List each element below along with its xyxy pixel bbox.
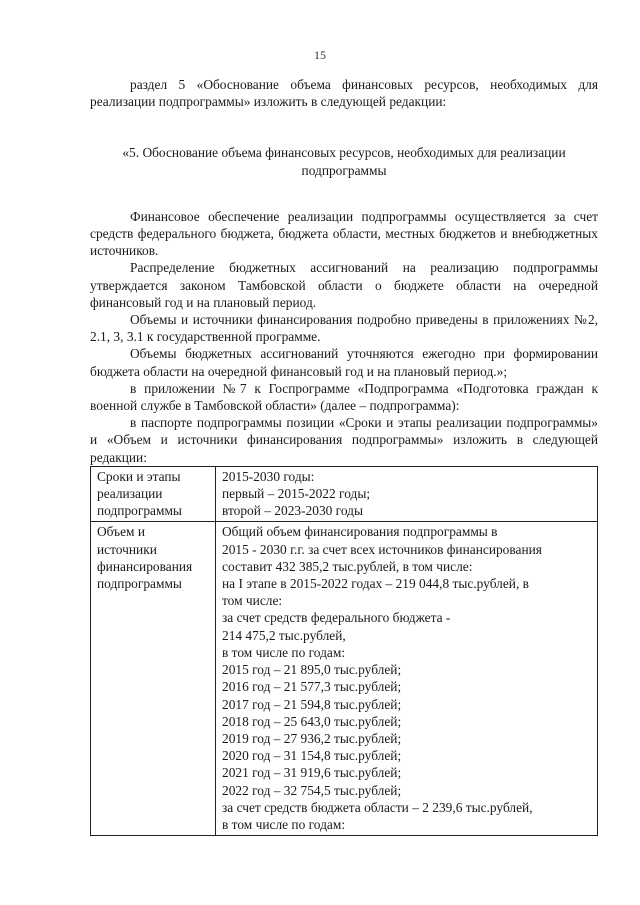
section-heading: «5. Обоснование объема финансовых ресурсов, необходимых для реализации подпрограммы [122,145,566,178]
value-line: в том числе по годам: [222,816,346,832]
value-line: за счет средств бюджета области – 2 239,6 тыс.рублей, [222,799,533,815]
value-line: первый – 2015-2022 годы; [222,486,371,502]
label-line: источники [97,541,157,557]
value-line: том числе: [222,593,283,609]
value-line: 2016 год – 21 577,3 тыс.рублей; [222,679,402,695]
value-line: 2017 год – 21 594,8 тыс.рублей; [222,696,402,712]
row-value-terms [216,466,598,522]
label-line: Сроки и этапы [97,468,181,484]
value-line: Общий объем финансирования подпрограммы в [222,524,498,540]
label-line: финансирования [97,558,193,574]
label-line: реализации [97,486,163,502]
document-body [90,76,598,836]
table-row [91,522,598,836]
value-line: 2015 год – 21 895,0 тыс.рублей; [222,662,402,678]
page-number: 15 [314,48,326,62]
value-line: 2018 год – 25 643,0 тыс.рублей; [222,713,402,729]
value-line: 2015 - 2030 г.г. за счет всех источников финансирования [222,541,542,557]
value-line: за счет средств федерального бюджета - [222,610,451,626]
paragraph-distribution: Распределение бюджетных ассигнований на реализацию подпрограммы утверждается законом Тамбовской области о бюджете области на очередной финансовый год и на плановый период. [90,260,598,310]
paragraph-financing: Финансовое обеспечение реализации подпрограммы осуществляется за счет средств федерального бюджета, бюджета области, местных бюджетов и внебюджетных источников. [90,208,598,259]
value-line: составит 432 385,2 тыс.рублей, в том числе: [222,558,473,574]
value-line: 2021 год – 31 919,6 тыс.рублей; [222,765,402,781]
table-row [91,466,598,522]
value-line: 2015-2030 годы: [222,468,315,484]
label-line: Объем и [97,524,146,540]
paragraph-sources: Объемы и источники финансирования подробно приведены в приложениях №2, 2.1, 3, 3.1 к государственной программе. [90,312,598,345]
paragraph-volumes: Объемы бюджетных ассигнований уточняются ежегодно при формировании бюджета области на очередной финансовый год и на плановый период.»; [90,346,598,379]
value-line: на I этапе в 2015-2022 годах – 219 044,8 тыс.рублей, в [222,576,529,592]
value-line: в том числе по годам: [222,644,346,660]
paragraph-appendix: в приложении №7 к Госпрограмме «Подпрограмма «Подготовка граждан к военной службе в Тамбовской области» (далее – подпрограмма): [90,380,598,414]
value-line: 2022 год – 32 754,5 тыс.рублей; [222,782,402,798]
label-line: подпрограммы [97,503,182,519]
intro-paragraph: раздел 5 «Обоснование объема финансовых ресурсов, необходимых для реализации подпрограммы» изложить в следующей редакции: [90,77,598,110]
label-line: подпрограммы [97,576,182,592]
passport-table [90,466,598,836]
value-line: второй – 2023-2030 годы [222,503,363,519]
row-label-funding [91,522,216,836]
paragraph-passport: в паспорте подпрограммы позиции «Сроки и этапы реализации подпрограммы» и «Объем и источники финансирования подпрограммы» изложить в следующей редакции: [90,415,598,465]
row-label-terms [91,466,216,522]
value-line: 2019 год – 27 936,2 тыс.рублей; [222,730,402,746]
value-line: 2020 год – 31 154,8 тыс.рублей; [222,748,402,764]
row-value-funding [216,522,598,836]
value-line: 214 475,2 тыс.рублей, [222,627,346,643]
